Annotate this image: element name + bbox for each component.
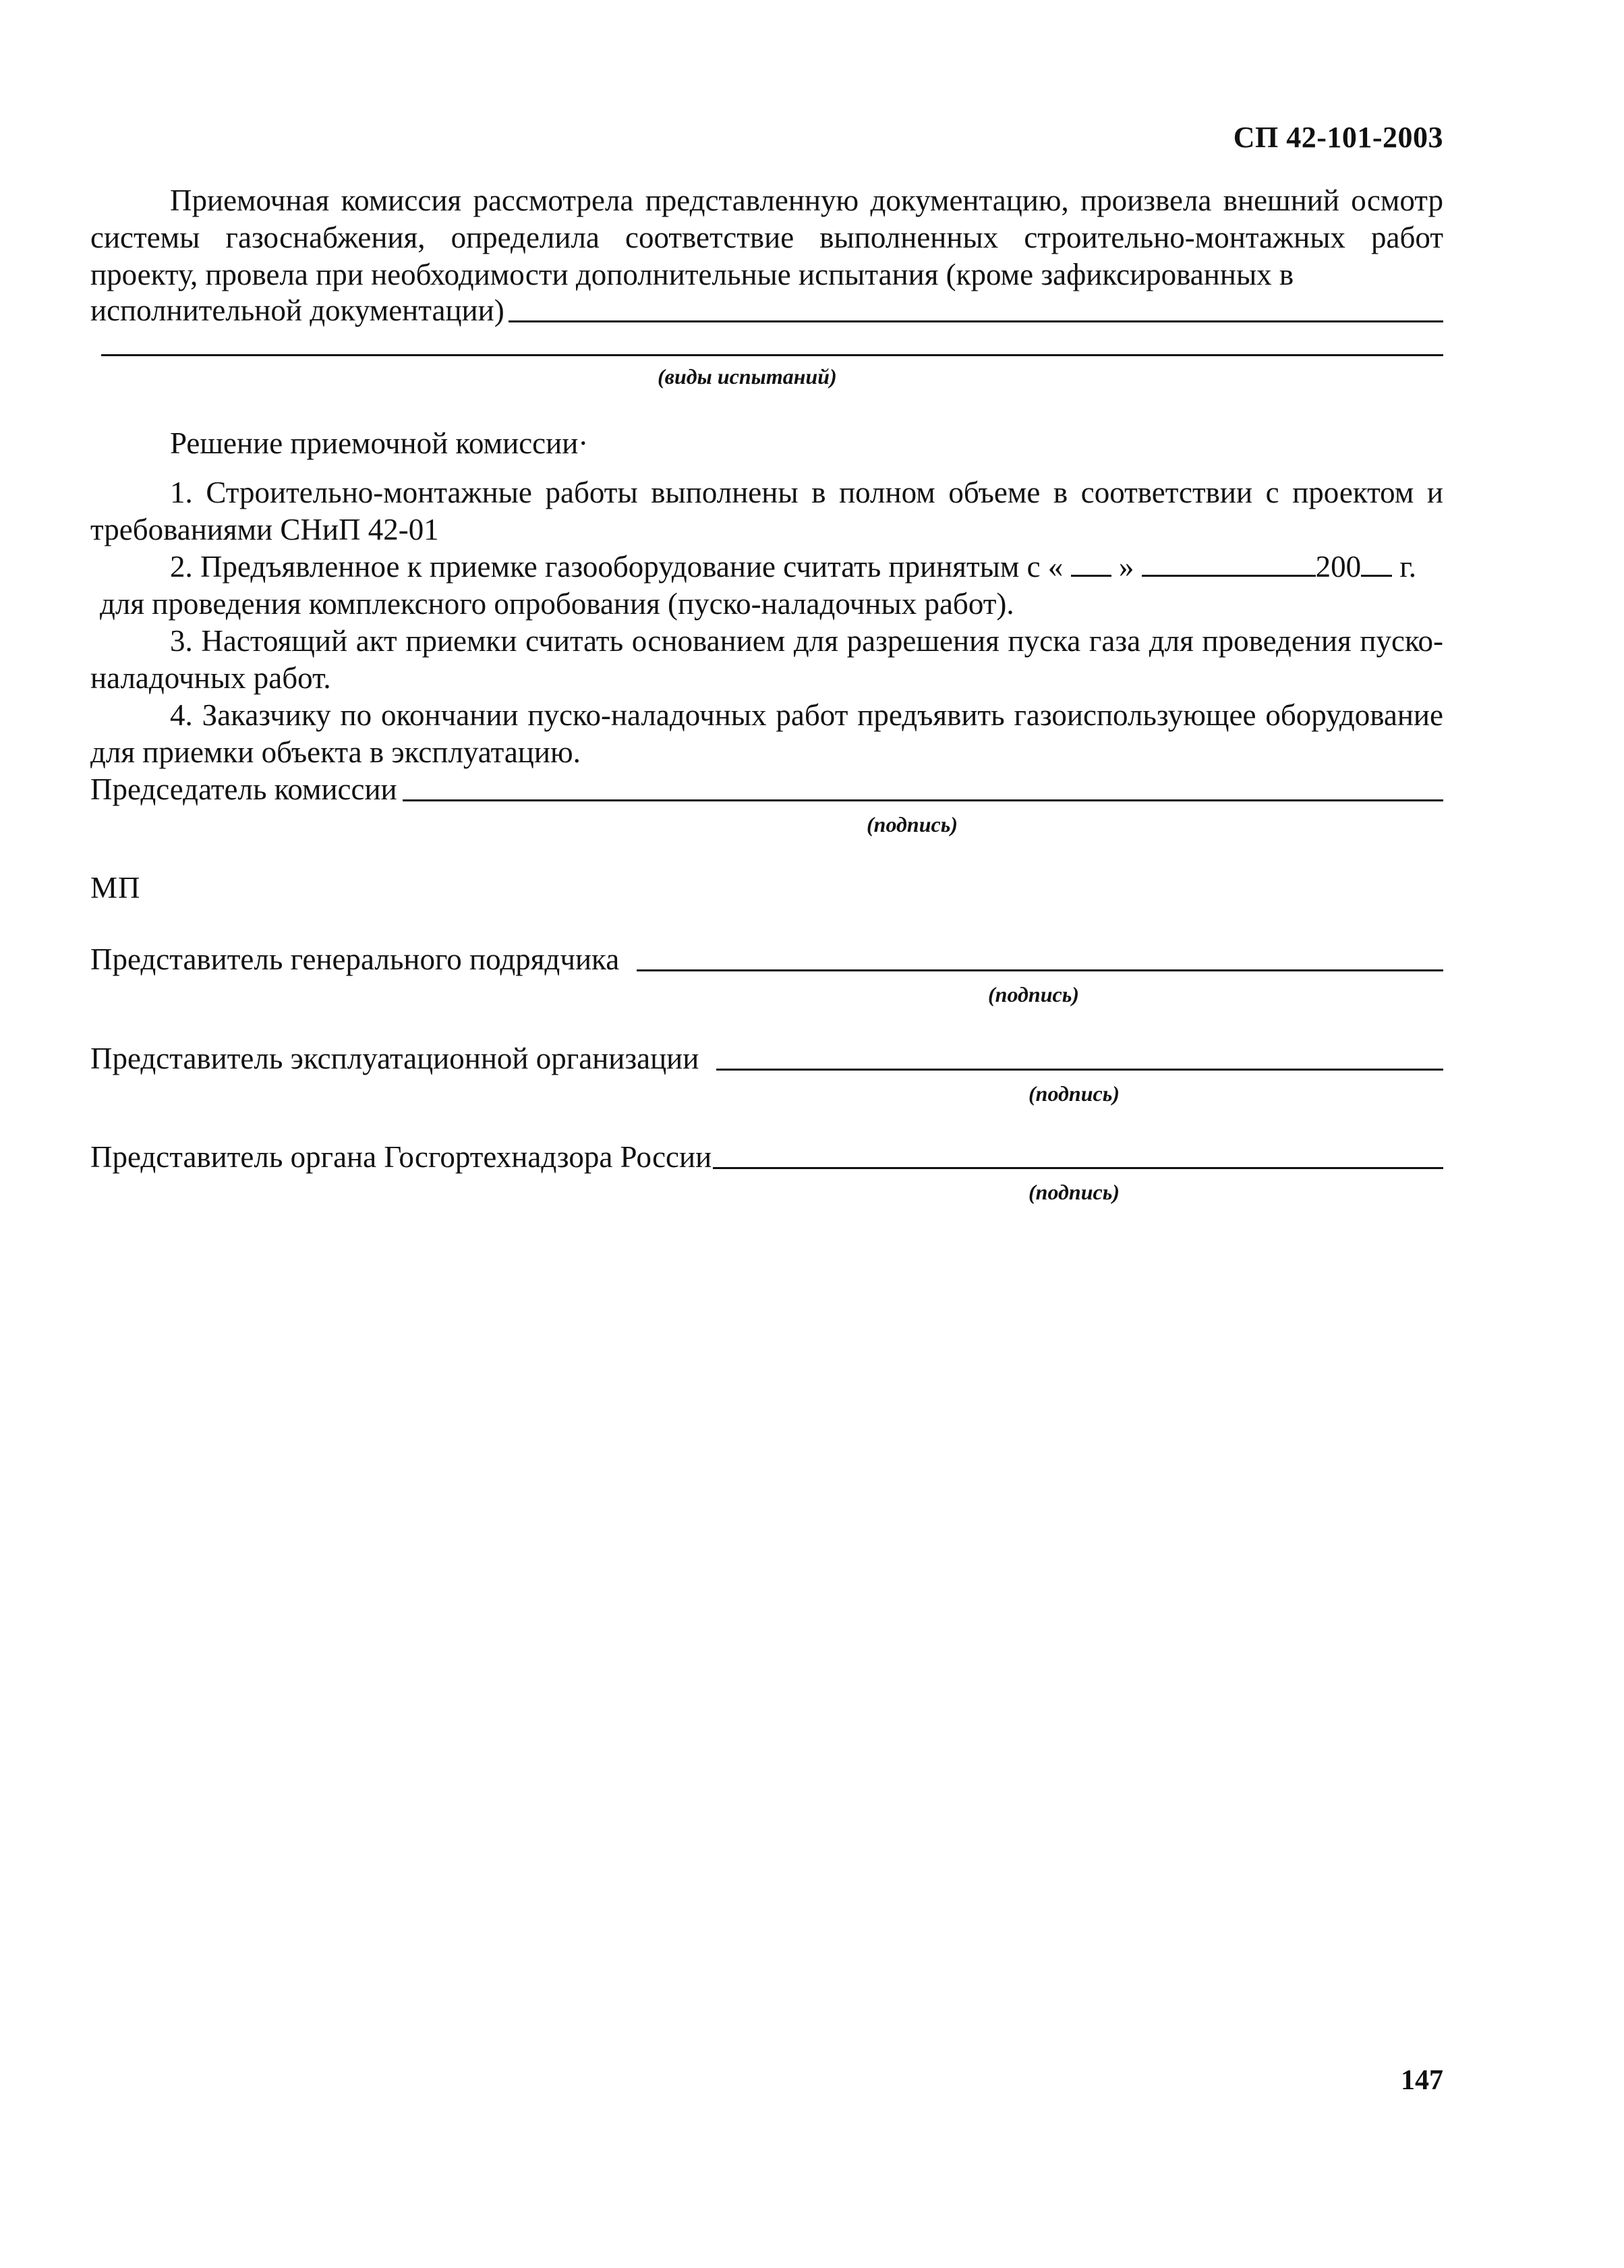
operator-signature-caption: (подпись) (1028, 1081, 1120, 1106)
decision-item-2-line-2: для проведения комплексного опробования (пуско-наладочных работ). (100, 587, 1014, 621)
gosgortekhnadzor-signature-row (90, 1139, 1443, 1176)
decision-title: Решение приемочной комиссии· (170, 426, 589, 460)
gosgortekhnadzor-signature-caption: (подпись) (1028, 1180, 1120, 1204)
chairman-signature-caption: (подпись) (867, 812, 958, 837)
chairman-signature-line[interactable] (403, 799, 1443, 801)
decision-item-2-quote: » (1118, 550, 1134, 584)
operator-signature-line[interactable] (716, 1069, 1443, 1071)
chairman-label: Председатель комиссии (90, 772, 397, 806)
chairman-signature-row (90, 771, 1443, 808)
intro-paragraph: Приемочная комиссия рассмотрела представленную документацию, произвела внешний осмотр системы газоснабжения, определила соответствие выполненных строительно-монтажных работ проекту, провела при необходимости дополнительные испытания (кроме зафиксированных в (90, 183, 1443, 291)
month-field[interactable] (1142, 549, 1316, 577)
decision-item-3: 3. Настоящий акт приемки считать основанием для разрешения пуска газа для проведения пуско-наладочных работ. (90, 624, 1443, 695)
gosgortekhnadzor-signature-line[interactable] (713, 1167, 1443, 1169)
contractor-signature-row (90, 941, 1443, 978)
tests-fill-line-2[interactable] (101, 354, 1443, 356)
contractor-label: Представитель генерального подрядчика (90, 942, 620, 976)
decision-item-2 (90, 548, 1443, 586)
intro-last-line-text: исполнительной документации) (90, 293, 504, 327)
page-number: 147 (1401, 2065, 1443, 2096)
intro-last-line (90, 292, 1443, 329)
tests-caption: (виды испытаний) (658, 364, 837, 389)
stamp-placeholder: МП (90, 871, 141, 905)
contractor-signature-caption: (подпись) (988, 982, 1079, 1007)
year-suffix: г. (1399, 550, 1416, 584)
year-prefix: 200 (1315, 550, 1362, 584)
operator-label: Представитель эксплуатационной организации (90, 1042, 699, 1075)
decision-section (90, 425, 1443, 771)
contractor-signature-line[interactable] (637, 969, 1443, 971)
tests-fill-line[interactable] (509, 320, 1443, 322)
gosgortekhnadzor-label: Представитель органа Госгортехнадзора России (90, 1140, 712, 1174)
year-field[interactable] (1361, 549, 1392, 577)
day-field[interactable] (1071, 549, 1111, 577)
decision-item-4: 4. Заказчику по окончании пуско-наладочных работ предъявить газоиспользующее оборудование для приемки объекта в эксплуатацию. (90, 698, 1443, 769)
decision-item-2-text: 2. Предъявленное к приемке газооборудование считать принятым с « (170, 550, 1064, 584)
decision-item-1: 1. Строительно-монтажные работы выполнены в полном объеме в соответствии с проектом и требованиями СНиП 42-01 (90, 476, 1443, 546)
operator-signature-row (90, 1040, 1443, 1077)
document-code: СП 42-101-2003 (1233, 121, 1443, 154)
